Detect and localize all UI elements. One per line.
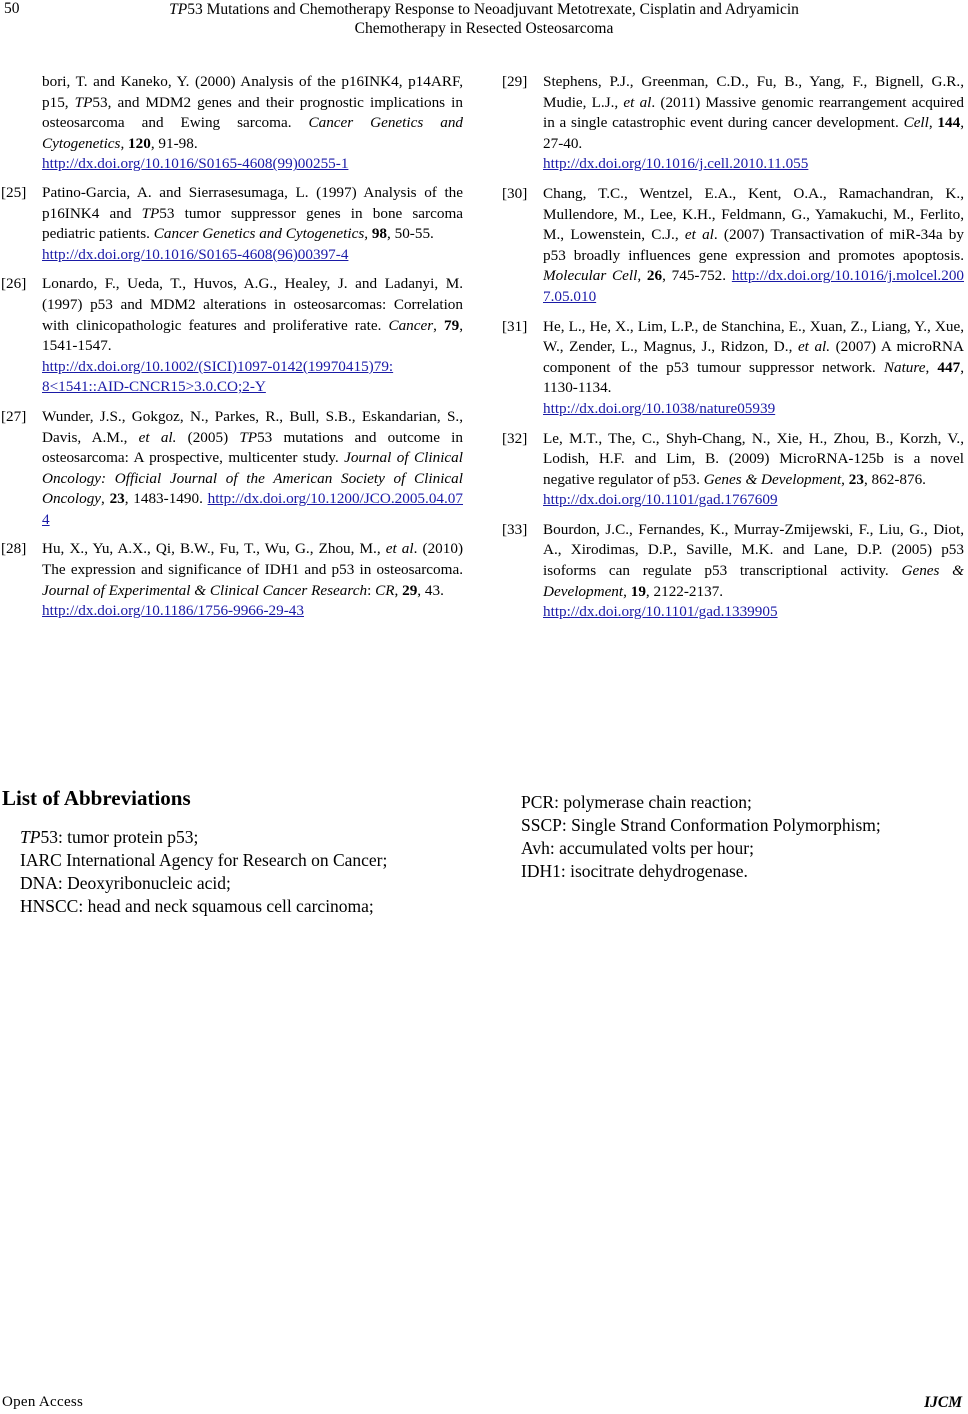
abbreviations-list-right [521,791,881,883]
reference-29: [29] Stephens, P.J., Greenman, C.D., Fu, B., Yang, F., Bignell, G.R., Mudie, L.J., et al. (2011) Massive genomic rearrangement acquired in a single catastrophic event during cancer development. Cell, 144, 27-40. http://dx.doi.org/10.1016/j.cell.2010.11.055 [502,72,964,175]
abbreviation-dna: DNA: Deoxyribonucleic acid; [20,873,231,893]
abbreviation-pcr: PCR: polymerase chain reaction; [521,792,752,812]
reference-24-continued: bori, T. and Kaneko, Y. (2000) Analysis of the p16INK4, p14ARF, p15, TP53, and MDM2 genes and their prognostic implications in osteosarcoma and Ewing sarcoma. Cancer Genetics and Cytogenetics, 120, 91-98. http://dx.doi.org/10.1016/S0165-4608(99)00255-1 [1,72,463,175]
running-header [40,0,928,38]
doi-link[interactable]: http://dx.doi.org/10.1101/gad.1339905 [543,603,778,621]
reference-28: [28] Hu, X., Yu, A.X., Qi, B.W., Fu, T., Wu, G., Zhou, M., et al. (2010) The expression and significance of IDH1 and p53 in osteosarcoma. Journal of Experimental & Clinical Cancer Research: CR, 29, 43. http://dx.doi.org/10.1186/1756-9966-29-43 [1,539,463,621]
abbreviation-iarc: IARC International Agency for Research on Cancer; [20,850,388,870]
abbreviation-idh1: IDH1: isocitrate dehydrogenase. [521,861,748,881]
doi-link[interactable]: http://dx.doi.org/10.1016/S0165-4608(99)00255-1 [42,155,349,173]
doi-link[interactable]: http://dx.doi.org/10.1016/S0165-4608(96)00397-4 [42,245,349,263]
doi-link[interactable]: http://dx.doi.org/10.1016/j.molcel.2007.05.010 [543,267,965,305]
reference-32: [32] Le, M.T., The, C., Shyh-Chang, N., Xie, H., Zhou, B., Korzh, V., Lodish, H.F. and Lim, B. (2009) MicroRNA-125b is a novel negative regulator of p53. Genes & Development, 23, 862-876. http://dx.doi.org/10.1101/gad.1767609 [502,429,964,511]
references-right-column [502,72,964,632]
footer-open-access: Open Access [2,1394,84,1410]
doi-link[interactable]: http://dx.doi.org/10.1200/JCO.2005.04.074 [42,490,463,528]
reference-26: [26] Lonardo, F., Ueda, T., Huvos, A.G., Healey, J. and Ladanyi, M. (1997) p53 and MDM2 alterations in osteosarcomas: Correlation with clinicopathologic features and proliferative rate. Cancer, 79, 1541-1547. http://dx.doi.org/10.1002/(SICI)1097-0142(19970415)79: 8<1541::AID-CNCR15>3.0.CO;2-Y [1,274,463,398]
abbreviation-sscp: SSCP: Single Strand Conformation Polymorphism; [521,815,881,835]
page-number: 50 [4,0,20,17]
footer-journal-abbrev: IJCM [924,1394,962,1411]
reference-30: [30] Chang, T.C., Wentzel, E.A., Kent, O.A., Ramachandran, K., Mullendore, M., Lee, K.H., Feldmann, G., Yamakuchi, M., Ferlito, M., Lowenstein, C.J., et al. (2007) Transactivation of miR-34a by p53 broadly influences gene expression and promotes apoptosis. Molecular Cell, 26, 745-752. http://dx.doi.org/10.1016/j.molcel.2007.05.010 [502,184,965,305]
doi-link[interactable]: http://dx.doi.org/10.1038/nature05939 [543,399,776,417]
abbreviations-list-left [20,826,387,918]
doi-link[interactable]: http://dx.doi.org/10.1002/(SICI)1097-0142(19970415)79: [42,357,394,375]
abbreviation-avh: Avh: accumulated volts per hour; [521,838,754,858]
reference-27: [27] Wunder, J.S., Gokgoz, N., Parkes, R., Bull, S.B., Eskandarian, S., Davis, A.M., et al. (2005) TP53 mutations and outcome in osteosarcoma: A prospective, multicenter study. Journal of Clinical Oncology: Official Journal of the American Society of Clinical Oncology, 23, 1483-1490. http://dx.doi.org/10.1200/JCO.2005.04.074 [1,407,463,528]
reference-31: [31] He, L., He, X., Lim, L.P., de Stanchina, E., Xuan, Z., Liang, Y., Xue, W., Zender, L., Magnus, J., Ridzon, D., et al. (2007) A microRNA component of the p53 tumour suppressor network. Nature, 447, 1130-1134. http://dx.doi.org/10.1038/nature05939 [502,317,964,420]
abbreviation-tp53: TP53: tumor protein p53; [20,827,199,847]
abbreviations-heading: List of Abbreviations [2,786,191,810]
doi-link[interactable]: http://dx.doi.org/10.1186/1756-9966-29-43 [42,602,304,620]
doi-link[interactable]: http://dx.doi.org/10.1101/gad.1767609 [543,491,778,509]
abbreviation-hnscc: HNSCC: head and neck squamous cell carcinoma; [20,896,374,916]
running-header-line1: TP53 Mutations and Chemotherapy Response to Neoadjuvant Metotrexate, Cisplatin and Adryamicin [169,1,799,18]
doi-link[interactable]: http://dx.doi.org/10.1016/j.cell.2010.11.055 [543,155,809,173]
references-left-column [1,72,463,631]
reference-33: [33] Bourdon, J.C., Fernandes, K., Murray-Zmijewski, F., Liu, G., Diot, A., Xirodimas, D.P., Saville, M.K. and Lane, D.P. (2005) p53 isoforms can regulate p53 transcriptional activity. Genes & Development, 19, 2122-2137. http://dx.doi.org/10.1101/gad.1339905 [502,520,964,623]
doi-link-continued[interactable]: 8<1541::AID-CNCR15>3.0.CO;2-Y [42,378,266,396]
running-header-line2: Chemotherapy in Resected Osteosarcoma [354,20,614,37]
reference-25: [25] Patino-Garcia, A. and Sierrasesumaga, L. (1997) Analysis of the p16INK4 and TP53 tumor suppressor genes in bone sarcoma pediatric patients. Cancer Genetics and Cytogenetics, 98, 50-55. http://dx.doi.org/10.1016/S0165-4608(96)00397-4 [1,183,463,265]
